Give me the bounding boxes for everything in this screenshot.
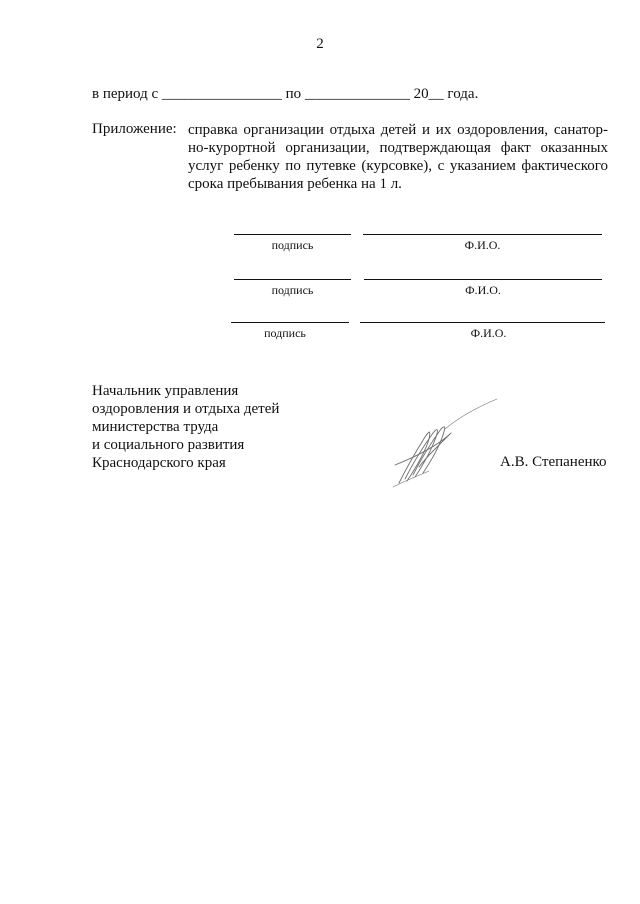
signatory-title-line: Краснодарского края xyxy=(92,455,226,471)
signatory-name: А.В. Степаненко xyxy=(500,454,607,470)
appendix-label: Приложение: xyxy=(92,121,177,137)
signatory-title-line: министерства труда xyxy=(92,419,219,435)
signatory-title-line: оздоровления и отдыха детей xyxy=(92,401,280,417)
name-blank-line xyxy=(360,322,605,323)
name-caption: Ф.И.О. xyxy=(465,283,501,297)
signature-caption: подпись xyxy=(271,238,314,252)
signature-caption: подпись xyxy=(264,326,306,340)
appendix-line: срока пребывания ребенка на 1 л. xyxy=(188,176,402,192)
signatory-title-line: Начальник управления xyxy=(92,383,239,399)
handwritten-signature xyxy=(385,395,505,490)
signature-blank-line xyxy=(234,234,351,235)
page-number: 2 xyxy=(316,36,324,52)
name-caption: Ф.И.О. xyxy=(470,326,507,340)
period-line: в период с ________________ по ______________ 20__ года. xyxy=(92,86,479,102)
signature-row xyxy=(0,234,640,258)
signatory-title-line: и социального развития xyxy=(92,437,245,453)
name-blank-line xyxy=(364,279,602,280)
signature-row xyxy=(0,322,640,346)
appendix-text xyxy=(188,121,608,193)
signature-caption: подпись xyxy=(271,283,314,297)
appendix-line: но-курортной организации, подтверждающая факт оказанных xyxy=(188,140,608,156)
appendix-line: услуг ребенку по путевке (курсовке), с указанием фактического xyxy=(188,158,608,174)
name-blank-line xyxy=(363,234,602,235)
signature-blank-line xyxy=(231,322,349,323)
signature-blank-line xyxy=(234,279,351,280)
appendix-line: справка организации отдыха детей и их оздоровления, санатор- xyxy=(188,122,608,138)
name-caption: Ф.И.О. xyxy=(464,238,501,252)
signature-row xyxy=(0,279,640,303)
signatory-title xyxy=(92,382,279,472)
